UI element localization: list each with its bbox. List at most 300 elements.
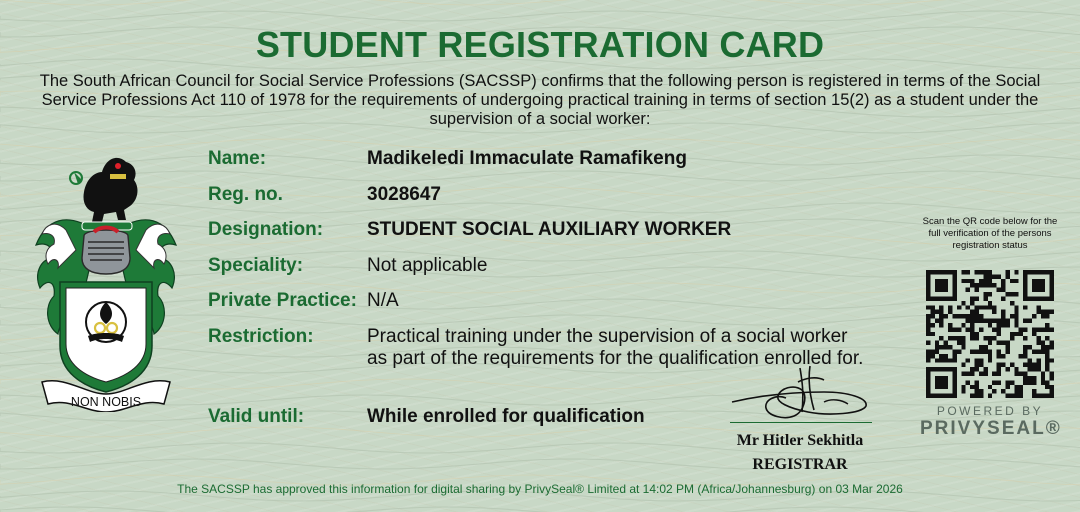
- qr-module: [948, 270, 952, 274]
- qr-module: [952, 385, 956, 389]
- qr-module: [926, 319, 930, 323]
- qr-module: [992, 336, 996, 340]
- qr-module: [935, 341, 939, 345]
- qr-module: [939, 319, 943, 323]
- qr-module: [952, 292, 956, 296]
- qr-module: [975, 394, 979, 398]
- qr-module: [1050, 292, 1054, 296]
- qr-module: [1050, 270, 1054, 274]
- field-restriction-value-line1: Practical training under the supervision of a social worker: [367, 326, 848, 347]
- qr-module: [961, 301, 965, 305]
- qr-module: [1036, 358, 1040, 362]
- qr-module: [1032, 363, 1036, 367]
- qr-module: [957, 305, 961, 309]
- qr-module: [1032, 283, 1036, 287]
- qr-module: [1041, 288, 1045, 292]
- qr-module: [952, 380, 956, 384]
- qr-module: [1041, 349, 1045, 353]
- qr-module: [1005, 349, 1009, 353]
- qr-module: [926, 270, 930, 274]
- qr-module: [997, 367, 1001, 371]
- qr-module: [970, 301, 974, 305]
- qr-module: [1032, 367, 1036, 371]
- qr-module: [1019, 385, 1023, 389]
- qr-module: [926, 341, 930, 345]
- qr-module: [935, 283, 939, 287]
- qr-module: [997, 319, 1001, 323]
- qr-module: [961, 336, 965, 340]
- qr-module: [939, 279, 943, 283]
- qr-module: [1014, 305, 1018, 309]
- qr-module: [983, 270, 987, 274]
- qr-module: [935, 376, 939, 380]
- qr-module: [992, 380, 996, 384]
- qr-module: [926, 389, 930, 393]
- qr-module: [1001, 283, 1005, 287]
- qr-module: [979, 314, 983, 318]
- privyseal-logo: PRIVYSEAL®: [920, 418, 1062, 439]
- qr-module: [935, 385, 939, 389]
- qr-module: [970, 336, 974, 340]
- qr-module: [1019, 354, 1023, 358]
- qr-module: [983, 292, 987, 296]
- qr-module: [935, 394, 939, 398]
- qr-module: [992, 389, 996, 393]
- qr-module: [957, 349, 961, 353]
- qr-module: [988, 270, 992, 274]
- qr-module: [975, 288, 979, 292]
- qr-module: [939, 323, 943, 327]
- qr-module: [988, 301, 992, 305]
- qr-module: [1014, 270, 1018, 274]
- qr-module: [1032, 288, 1036, 292]
- qr-module: [957, 314, 961, 318]
- qr-module: [939, 305, 943, 309]
- qr-module: [1001, 319, 1005, 323]
- qr-module: [1028, 345, 1032, 349]
- qr-module: [1045, 367, 1049, 371]
- qr-module: [979, 372, 983, 376]
- qr-module: [966, 319, 970, 323]
- qr-module: [992, 310, 996, 314]
- qr-module: [992, 274, 996, 278]
- qr-module: [970, 310, 974, 314]
- qr-module: [939, 314, 943, 318]
- qr-module: [1036, 288, 1040, 292]
- qr-module: [1041, 345, 1045, 349]
- qr-module: [983, 283, 987, 287]
- qr-module: [988, 358, 992, 362]
- qr-module: [1032, 349, 1036, 353]
- field-private-practice-label: Private Practice:: [208, 290, 357, 311]
- qr-module: [1019, 372, 1023, 376]
- qr-module: [1050, 310, 1054, 314]
- qr-module: [975, 332, 979, 336]
- qr-module: [1036, 336, 1040, 340]
- qr-module: [970, 367, 974, 371]
- intro-statement: The South African Council for Social Service Professions (SACSSP) confirms that the following person is registered in terms of the Social Service Professions Act 110 of 1978 for the requirements of undergoing practical training in terms of section 15(2) as a student under the supervision of a social worker:: [39, 72, 1041, 128]
- qr-module: [1041, 327, 1045, 331]
- qr-module: [1005, 394, 1009, 398]
- wave-line: [0, 459, 1080, 469]
- qr-module: [970, 319, 974, 323]
- qr-module: [1041, 296, 1045, 300]
- qr-module: [997, 327, 1001, 331]
- qr-module: [952, 288, 956, 292]
- qr-module: [926, 288, 930, 292]
- qr-module: [983, 274, 987, 278]
- qr-module: [1036, 296, 1040, 300]
- crest-motto: NON NOBIS: [70, 395, 142, 409]
- qr-module: [1032, 279, 1036, 283]
- qr-module: [988, 323, 992, 327]
- qr-module: [944, 283, 948, 287]
- field-name-value: Madikeledi Immaculate Ramafikeng: [367, 148, 687, 169]
- qr-module: [926, 296, 930, 300]
- qr-module: [1010, 301, 1014, 305]
- qr-module: [970, 296, 974, 300]
- field-valid-until-label: Valid until:: [208, 406, 305, 427]
- qr-module: [975, 358, 979, 362]
- qr-module: [1005, 274, 1009, 278]
- qr-module: [961, 372, 965, 376]
- qr-module: [975, 389, 979, 393]
- qr-module: [997, 274, 1001, 278]
- qr-module: [944, 376, 948, 380]
- qr-module: [1005, 385, 1009, 389]
- qr-module: [970, 394, 974, 398]
- qr-module: [930, 310, 934, 314]
- qr-module: [1005, 319, 1009, 323]
- card-title: STUDENT REGISTRATION CARD: [255, 24, 825, 65]
- qr-module: [1050, 372, 1054, 376]
- qr-module: [1019, 327, 1023, 331]
- qr-module: [926, 385, 930, 389]
- qr-module: [992, 305, 996, 309]
- qr-module: [975, 270, 979, 274]
- qr-module: [1014, 319, 1018, 323]
- qr-module: [930, 305, 934, 309]
- qr-module: [1036, 341, 1040, 345]
- qr-module: [1045, 270, 1049, 274]
- qr-module: [939, 367, 943, 371]
- qr-module: [1005, 341, 1009, 345]
- qr-module: [952, 283, 956, 287]
- qr-module: [948, 310, 952, 314]
- qr-module: [952, 336, 956, 340]
- qr-module: [1010, 394, 1014, 398]
- qr-module: [1023, 376, 1027, 380]
- qr-module: [1023, 279, 1027, 283]
- qr-module: [1045, 323, 1049, 327]
- qr-module: [961, 345, 965, 349]
- qr-module: [1023, 270, 1027, 274]
- qr-module: [939, 358, 943, 362]
- qr-module: [1041, 394, 1045, 398]
- qr-module: [939, 385, 943, 389]
- qr-module: [1028, 376, 1032, 380]
- qr-module: [992, 319, 996, 323]
- qr-module: [952, 376, 956, 380]
- qr-module: [926, 358, 930, 362]
- qr-module: [983, 349, 987, 353]
- qr-module: [935, 345, 939, 349]
- qr-module: [1032, 270, 1036, 274]
- qr-module: [970, 283, 974, 287]
- qr-module: [957, 341, 961, 345]
- qr-module: [944, 270, 948, 274]
- qr-module: [997, 354, 1001, 358]
- qr-module: [975, 305, 979, 309]
- qr-module: [1041, 380, 1045, 384]
- qr-module: [975, 310, 979, 314]
- qr-module: [952, 389, 956, 393]
- qr-module: [1005, 270, 1009, 274]
- qr-module: [979, 358, 983, 362]
- qr-module: [970, 327, 974, 331]
- qr-module: [926, 354, 930, 358]
- qr-module: [1014, 367, 1018, 371]
- qr-module: [957, 336, 961, 340]
- wave-line: [0, 443, 1080, 453]
- qr-module: [1001, 314, 1005, 318]
- field-designation-label: Designation:: [208, 219, 324, 240]
- qr-module: [935, 358, 939, 362]
- qr-module: [1010, 336, 1014, 340]
- qr-module: [1032, 389, 1036, 393]
- qr-module: [997, 363, 1001, 367]
- qr-module: [1032, 376, 1036, 380]
- qr-module: [930, 349, 934, 353]
- qr-module: [1050, 327, 1054, 331]
- qr-module: [939, 354, 943, 358]
- qr-module: [961, 363, 965, 367]
- qr-module: [1028, 319, 1032, 323]
- qr-module: [988, 283, 992, 287]
- qr-module: [930, 332, 934, 336]
- qr-module: [1001, 323, 1005, 327]
- qr-module: [997, 380, 1001, 384]
- qr-module: [952, 270, 956, 274]
- wave-line: [0, 11, 1080, 21]
- qr-module: [1050, 279, 1054, 283]
- qr-module: [944, 314, 948, 318]
- qr-module: [1005, 380, 1009, 384]
- qr-module: [1010, 332, 1014, 336]
- qr-module: [970, 349, 974, 353]
- qr-module: [926, 394, 930, 398]
- qr-module: [1014, 310, 1018, 314]
- qr-module: [997, 341, 1001, 345]
- qr-module: [979, 270, 983, 274]
- qr-module: [1001, 389, 1005, 393]
- qr-module: [983, 319, 987, 323]
- qr-module: [1019, 332, 1023, 336]
- qr-module: [1023, 363, 1027, 367]
- qr-module: [1036, 349, 1040, 353]
- qr-module: [1001, 310, 1005, 314]
- qr-module: [930, 296, 934, 300]
- qr-module: [1023, 336, 1027, 340]
- qr-module: [979, 345, 983, 349]
- qr-module: [1014, 279, 1018, 283]
- qr-module: [926, 376, 930, 380]
- qr-module: [992, 372, 996, 376]
- qr-module: [957, 327, 961, 331]
- qr-module: [926, 332, 930, 336]
- qr-code-icon[interactable]: [926, 270, 1054, 398]
- qr-module: [952, 358, 956, 362]
- qr-module: [983, 296, 987, 300]
- qr-module: [939, 394, 943, 398]
- field-private-practice-value: N/A: [367, 290, 399, 311]
- qr-module: [935, 310, 939, 314]
- qr-module: [939, 283, 943, 287]
- qr-module: [935, 288, 939, 292]
- qr-module: [975, 296, 979, 300]
- qr-module: [961, 389, 965, 393]
- qr-module: [1036, 310, 1040, 314]
- qr-module: [1010, 314, 1014, 318]
- qr-module: [975, 283, 979, 287]
- qr-module: [1005, 292, 1009, 296]
- qr-module: [979, 349, 983, 353]
- qr-module: [1045, 327, 1049, 331]
- qr-module: [1001, 288, 1005, 292]
- qr-module: [966, 314, 970, 318]
- qr-module: [944, 358, 948, 362]
- registrar-name: Mr Hitler Sekhitla: [736, 432, 864, 449]
- qr-module: [952, 372, 956, 376]
- qr-module: [1023, 305, 1027, 309]
- qr-module: [1032, 394, 1036, 398]
- qr-module: [988, 385, 992, 389]
- qr-module: [926, 349, 930, 353]
- qr-module: [979, 327, 983, 331]
- qr-module: [1036, 363, 1040, 367]
- registrar-title: REGISTRAR: [752, 456, 848, 473]
- qr-module: [952, 314, 956, 318]
- qr-caption: Scan the QR code below for the full verification of the persons registration status: [922, 216, 1058, 251]
- qr-module: [975, 385, 979, 389]
- qr-module: [961, 385, 965, 389]
- qr-module: [926, 292, 930, 296]
- qr-module: [1028, 270, 1032, 274]
- qr-module: [1032, 314, 1036, 318]
- qr-module: [970, 323, 974, 327]
- qr-module: [1005, 345, 1009, 349]
- registrar-signature-icon: [728, 362, 874, 424]
- qr-module: [952, 394, 956, 398]
- qr-module: [935, 349, 939, 353]
- qr-module: [988, 279, 992, 283]
- field-restriction-label: Restriction:: [208, 326, 314, 347]
- qr-module: [1014, 385, 1018, 389]
- wave-line: [0, 0, 1080, 5]
- qr-module: [1050, 288, 1054, 292]
- qr-module: [966, 288, 970, 292]
- qr-module: [926, 372, 930, 376]
- qr-module: [983, 367, 987, 371]
- qr-module: [992, 283, 996, 287]
- qr-module: [944, 345, 948, 349]
- qr-module: [979, 394, 983, 398]
- qr-module: [944, 367, 948, 371]
- qr-module: [1028, 296, 1032, 300]
- qr-module: [970, 385, 974, 389]
- qr-module: [1010, 292, 1014, 296]
- qr-module: [975, 367, 979, 371]
- qr-module: [1005, 367, 1009, 371]
- approval-footer: The SACSSP has approved this information for digital sharing by PrivySeal® Limited at 14:02 PM (Africa/Johannesburg) on 03 Mar 2026: [177, 482, 903, 496]
- qr-module: [930, 354, 934, 358]
- qr-module: [935, 380, 939, 384]
- qr-module: [935, 319, 939, 323]
- qr-module: [1036, 279, 1040, 283]
- qr-module: [926, 274, 930, 278]
- qr-module: [1023, 292, 1027, 296]
- field-speciality-label: Speciality:: [208, 255, 304, 276]
- qr-module: [1014, 292, 1018, 296]
- qr-module: [1010, 380, 1014, 384]
- qr-module: [1036, 283, 1040, 287]
- field-speciality-value: Not applicable: [367, 255, 488, 276]
- qr-module: [1001, 341, 1005, 345]
- qr-module: [1041, 341, 1045, 345]
- qr-module: [1050, 283, 1054, 287]
- qr-module: [1050, 385, 1054, 389]
- qr-module: [1050, 389, 1054, 393]
- qr-module: [935, 270, 939, 274]
- qr-module: [1010, 279, 1014, 283]
- qr-module: [966, 305, 970, 309]
- qr-module: [1045, 380, 1049, 384]
- qr-module: [1041, 310, 1045, 314]
- qr-module: [948, 327, 952, 331]
- qr-module: [948, 394, 952, 398]
- qr-module: [944, 354, 948, 358]
- qr-module: [939, 345, 943, 349]
- qr-module: [1023, 327, 1027, 331]
- qr-module: [1050, 274, 1054, 278]
- qr-module: [997, 332, 1001, 336]
- qr-module: [935, 279, 939, 283]
- qr-module: [1023, 296, 1027, 300]
- qr-module: [988, 319, 992, 323]
- qr-module: [1023, 274, 1027, 278]
- qr-module: [939, 310, 943, 314]
- qr-module: [1032, 327, 1036, 331]
- qr-module: [966, 327, 970, 331]
- qr-module: [1023, 288, 1027, 292]
- qr-module: [988, 394, 992, 398]
- qr-module: [944, 288, 948, 292]
- qr-module: [988, 305, 992, 309]
- qr-module: [975, 363, 979, 367]
- qr-module: [952, 349, 956, 353]
- qr-module: [979, 363, 983, 367]
- qr-module: [979, 283, 983, 287]
- qr-module: [1001, 354, 1005, 358]
- qr-module: [975, 349, 979, 353]
- qr-module: [966, 270, 970, 274]
- qr-module: [1045, 310, 1049, 314]
- qr-module: [1050, 358, 1054, 362]
- qr-module: [952, 367, 956, 371]
- qr-module: [1041, 372, 1045, 376]
- qr-module: [1005, 323, 1009, 327]
- qr-module: [1010, 363, 1014, 367]
